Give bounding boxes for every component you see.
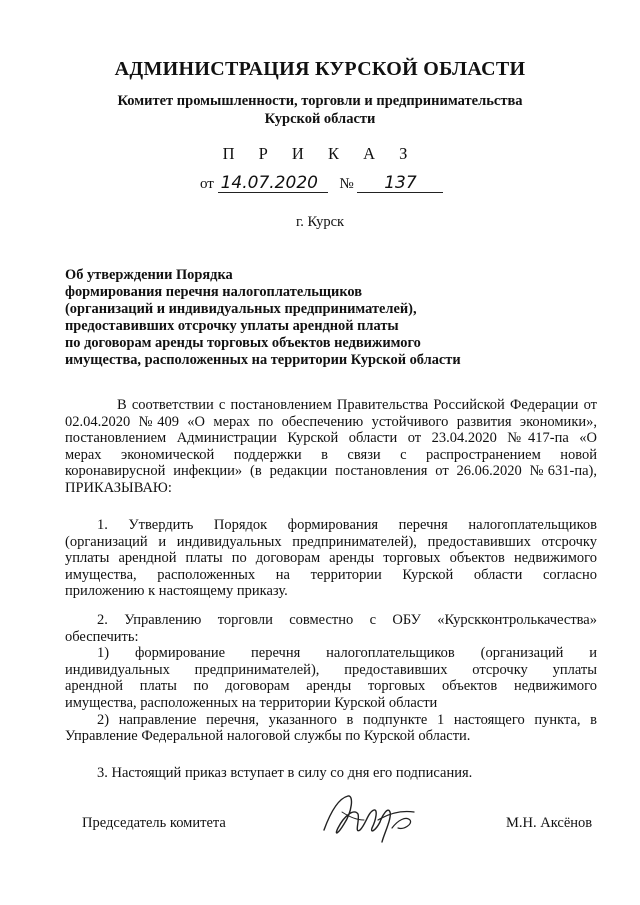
text-line: 2) направление перечня, указанного в подпункте 1 настоящего пункта, в bbox=[97, 711, 597, 728]
text-line: (организаций и индивидуальных предпринимателей), предоставивших отсрочку bbox=[65, 533, 597, 550]
order-item-3: 3. Настоящий приказ вступает в силу со дня его подписания. bbox=[97, 765, 473, 781]
order-subject bbox=[65, 267, 585, 369]
order-number: 137 bbox=[357, 174, 443, 193]
organization-title: АДМИНИСТРАЦИЯ КУРСКОЙ ОБЛАСТИ bbox=[114, 58, 526, 80]
text-line: имущества, расположенных на территории Курской области bbox=[65, 694, 438, 711]
city: г. Курск bbox=[295, 214, 345, 230]
preamble-paragraph bbox=[65, 397, 597, 497]
committee-line-1: Комитет промышленности, торговли и предпринимательства bbox=[117, 93, 523, 109]
text-line: 1. Утвердить Порядок формирования перечня налогоплательщиков bbox=[97, 517, 597, 533]
subject-line: формирования перечня налогоплательщиков bbox=[65, 284, 363, 300]
text-line: 02.04.2020 №409 «О мерах по обеспечению устойчивого развития экономики», bbox=[65, 413, 597, 430]
document-type: П Р И К А З bbox=[222, 144, 418, 163]
signatory-position: Председатель комитета bbox=[82, 815, 226, 831]
order-date: 14.07.2020 bbox=[218, 174, 328, 193]
signatory-name: М.Н. Аксёнов bbox=[506, 815, 593, 831]
text-line: мерах экономической поддержки в связи с распространением новой bbox=[65, 446, 597, 463]
text-line: обеспечить: bbox=[65, 628, 139, 645]
subject-line: по договорам аренды торговых объектов недвижимого bbox=[65, 335, 421, 351]
committee-line-2: Курской области bbox=[264, 111, 376, 127]
order-item-2 bbox=[65, 612, 597, 745]
subject-line: предоставивших отсрочку уплаты арендной платы bbox=[65, 318, 399, 334]
number-prefix: № bbox=[339, 176, 354, 192]
text-line: уплаты арендной платы по договорам аренды торговых объектов недвижимого bbox=[65, 550, 597, 567]
text-line: индивидуальных предпринимателей), предоставивших отсрочку уплаты bbox=[65, 661, 597, 678]
text-line: приложению к настоящему приказу. bbox=[65, 583, 288, 600]
order-item-1 bbox=[65, 517, 597, 600]
subject-line: (организаций и индивидуальных предпринимателей), bbox=[65, 301, 417, 317]
date-prefix: от bbox=[200, 176, 214, 192]
text-line: постановлением Администрации Курской области от 23.04.2020 №417-па «О bbox=[65, 430, 597, 447]
text-line: ПРИКАЗЫВАЮ: bbox=[65, 479, 172, 496]
text-line: В соответствии с постановлением Правительства Российской Федерации от bbox=[117, 397, 597, 413]
text-line: 2. Управлению торговли совместно с ОБУ «Курскконтролькачества» bbox=[97, 612, 597, 628]
order-date-number bbox=[200, 174, 443, 193]
subject-line: имущества, расположенных на территории Курской области bbox=[65, 352, 461, 368]
text-line: арендной платы по договорам аренды торговых объектов недвижимого bbox=[65, 678, 597, 695]
text-line: коронавирусной инфекции» (в редакции постановления от 26.06.2020 №631-па), bbox=[65, 463, 597, 480]
handwritten-signature bbox=[318, 790, 428, 853]
signature-image bbox=[318, 790, 428, 848]
text-line: имущества, расположенных на территории Курской области согласно bbox=[65, 566, 597, 583]
text-line: 1) формирование перечня налогоплательщиков (организаций и bbox=[97, 645, 597, 662]
committee-name bbox=[0, 92, 640, 128]
text-line: Управление Федеральной налоговой службы по Курской области. bbox=[65, 728, 471, 745]
subject-line: Об утверждении Порядка bbox=[65, 267, 233, 283]
